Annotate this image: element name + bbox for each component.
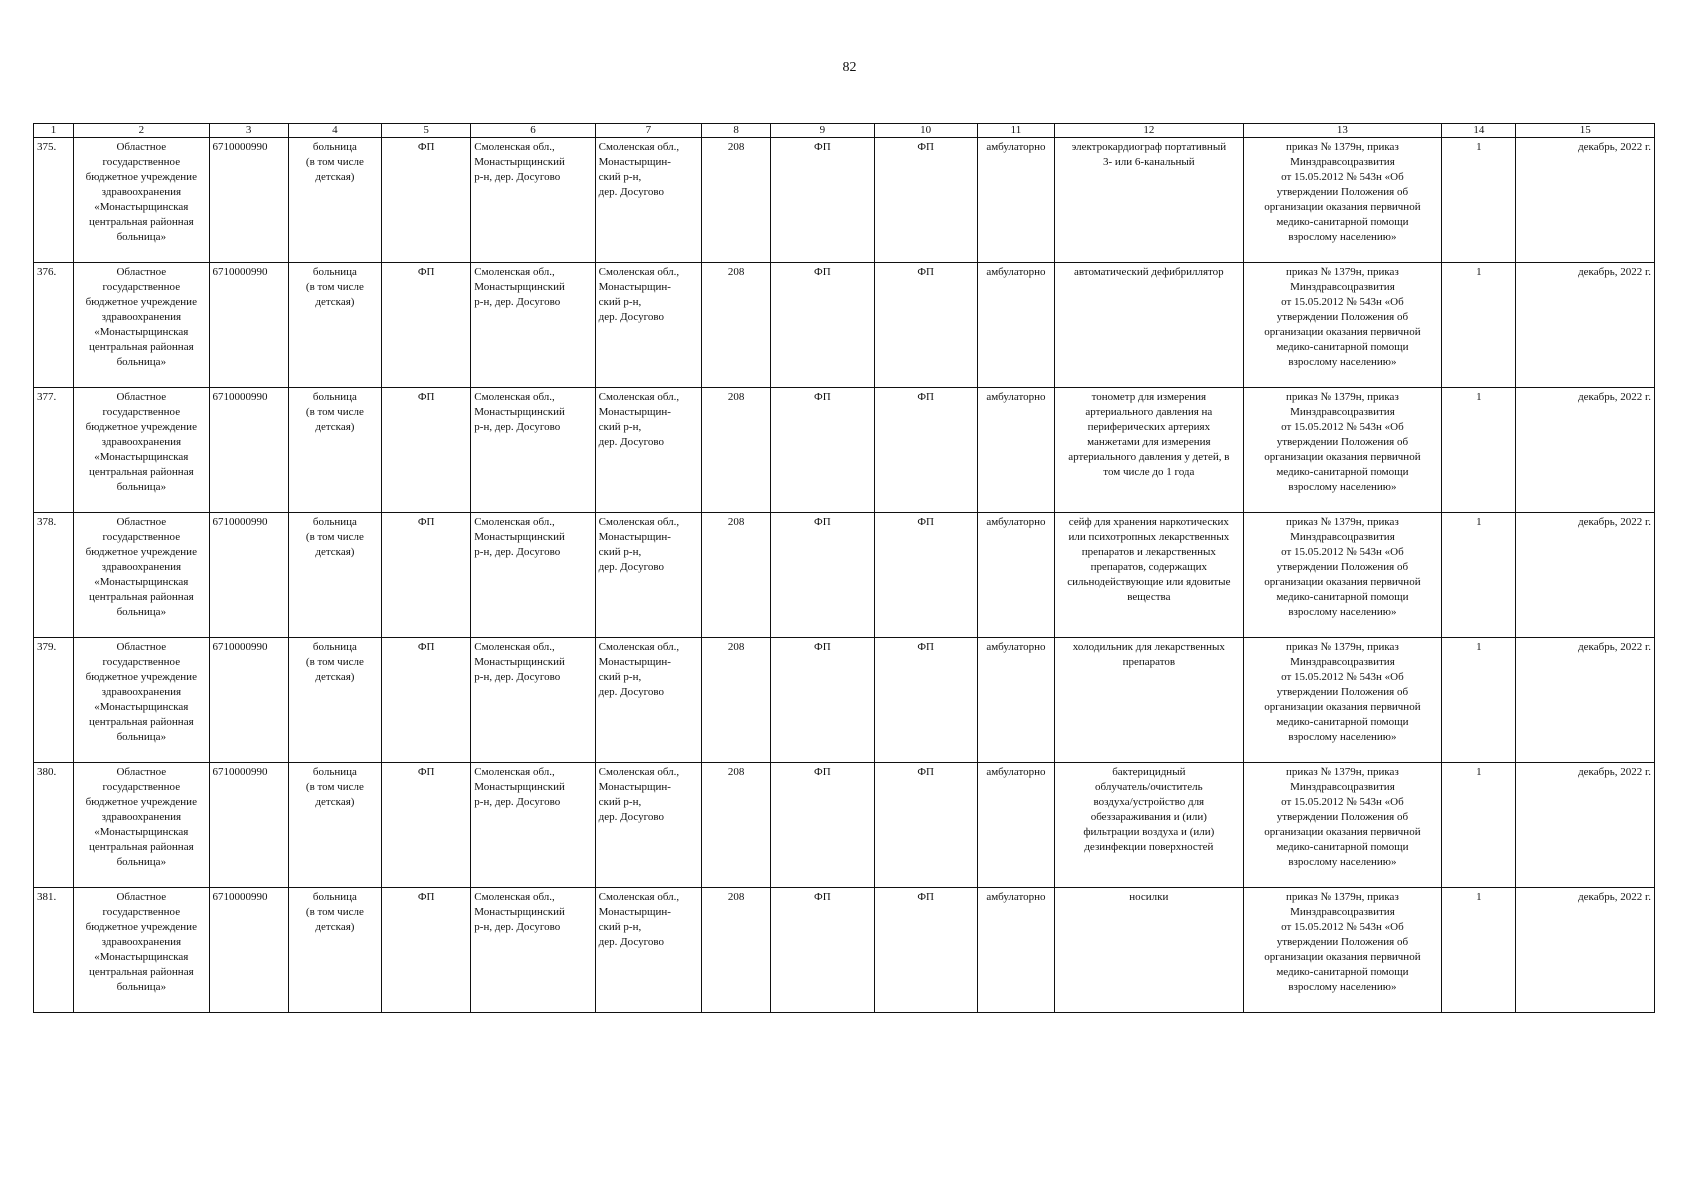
column-number: 14 (1442, 124, 1516, 138)
equipment-name: холодильник для лекарственных препаратов (1055, 638, 1244, 763)
table-row (34, 388, 1655, 513)
column-number: 10 (874, 124, 977, 138)
equipment-name: электрокардиограф портативный 3- или 6-канальный (1055, 138, 1244, 263)
unit-type: ФП (771, 388, 874, 513)
column-number: 12 (1055, 124, 1244, 138)
organization-name: Областное государственное бюджетное учреждение здравоохранения «Монастырщинская центральная районная больница» (74, 263, 209, 388)
delivery-date: декабрь, 2022 г. (1516, 388, 1655, 513)
column-number: 4 (288, 124, 381, 138)
regulatory-order: приказ № 1379н, приказ Минздравсоцразвития от 15.05.2012 № 543н «Об утверждении Положения об организации оказания первичной медико-санитарной помощи взрослому населению» (1243, 263, 1442, 388)
delivery-date: декабрь, 2022 г. (1516, 638, 1655, 763)
row-number: 376. (34, 263, 74, 388)
population-count: 208 (701, 638, 770, 763)
unit-subtype: ФП (874, 388, 977, 513)
facility-kind: ФП (382, 138, 471, 263)
legal-address: Смоленская обл., Монастырщинский р-н, дер. Досугово (471, 388, 595, 513)
organization-code: 6710000990 (209, 138, 288, 263)
population-count: 208 (701, 388, 770, 513)
unit-subtype: ФП (874, 513, 977, 638)
organization-name: Областное государственное бюджетное учреждение здравоохранения «Монастырщинская центральная районная больница» (74, 138, 209, 263)
column-number: 7 (595, 124, 701, 138)
actual-address: Смоленская обл., Монастырщин- ский р-н, дер. Досугово (595, 138, 701, 263)
facility-kind: ФП (382, 888, 471, 1013)
unit-subtype: ФП (874, 138, 977, 263)
actual-address: Смоленская обл., Монастырщин- ский р-н, дер. Досугово (595, 388, 701, 513)
facility-kind: ФП (382, 388, 471, 513)
unit-subtype: ФП (874, 263, 977, 388)
facility-type: больница (в том числе детская) (288, 388, 381, 513)
legal-address: Смоленская обл., Монастырщинский р-н, дер. Досугово (471, 138, 595, 263)
facility-type: больница (в том числе детская) (288, 763, 381, 888)
organization-name: Областное государственное бюджетное учреждение здравоохранения «Монастырщинская центральная районная больница» (74, 763, 209, 888)
actual-address: Смоленская обл., Монастырщин- ский р-н, дер. Досугово (595, 513, 701, 638)
quantity: 1 (1442, 388, 1516, 513)
delivery-date: декабрь, 2022 г. (1516, 513, 1655, 638)
care-mode: амбулаторно (977, 513, 1054, 638)
care-mode: амбулаторно (977, 888, 1054, 1013)
equipment-name: сейф для хранения наркотических или психотропных лекарственных препаратов и лекарственных препаратов, содержащих сильнодействующие или ядовитые вещества (1055, 513, 1244, 638)
legal-address: Смоленская обл., Монастырщинский р-н, дер. Досугово (471, 263, 595, 388)
actual-address: Смоленская обл., Монастырщин- ский р-н, дер. Досугово (595, 263, 701, 388)
column-number: 8 (701, 124, 770, 138)
population-count: 208 (701, 763, 770, 888)
quantity: 1 (1442, 513, 1516, 638)
unit-type: ФП (771, 638, 874, 763)
care-mode: амбулаторно (977, 263, 1054, 388)
care-mode: амбулаторно (977, 138, 1054, 263)
organization-name: Областное государственное бюджетное учреждение здравоохранения «Монастырщинская центральная районная больница» (74, 388, 209, 513)
unit-type: ФП (771, 888, 874, 1013)
quantity: 1 (1442, 888, 1516, 1013)
row-number: 379. (34, 638, 74, 763)
table-row (34, 763, 1655, 888)
equipment-name: бактерицидный облучатель/очиститель воздуха/устройство для обеззараживания и (или) фильтрации воздуха и (или) дезинфекции поверхностей (1055, 763, 1244, 888)
actual-address: Смоленская обл., Монастырщин- ский р-н, дер. Досугово (595, 888, 701, 1013)
organization-name: Областное государственное бюджетное учреждение здравоохранения «Монастырщинская центральная районная больница» (74, 513, 209, 638)
legal-address: Смоленская обл., Монастырщинский р-н, дер. Досугово (471, 638, 595, 763)
facility-kind: ФП (382, 638, 471, 763)
delivery-date: декабрь, 2022 г. (1516, 263, 1655, 388)
organization-name: Областное государственное бюджетное учреждение здравоохранения «Монастырщинская центральная районная больница» (74, 888, 209, 1013)
column-number: 9 (771, 124, 874, 138)
legal-address: Смоленская обл., Монастырщинский р-н, дер. Досугово (471, 513, 595, 638)
population-count: 208 (701, 138, 770, 263)
delivery-date: декабрь, 2022 г. (1516, 138, 1655, 263)
unit-type: ФП (771, 763, 874, 888)
unit-subtype: ФП (874, 638, 977, 763)
organization-code: 6710000990 (209, 888, 288, 1013)
delivery-date: декабрь, 2022 г. (1516, 888, 1655, 1013)
equipment-name: автоматический дефибриллятор (1055, 263, 1244, 388)
column-number: 5 (382, 124, 471, 138)
row-number: 380. (34, 763, 74, 888)
row-number: 378. (34, 513, 74, 638)
unit-subtype: ФП (874, 888, 977, 1013)
equipment-name: носилки (1055, 888, 1244, 1013)
regulatory-order: приказ № 1379н, приказ Минздравсоцразвития от 15.05.2012 № 543н «Об утверждении Положения об организации оказания первичной медико-санитарной помощи взрослому населению» (1243, 388, 1442, 513)
table-row (34, 513, 1655, 638)
population-count: 208 (701, 513, 770, 638)
organization-code: 6710000990 (209, 388, 288, 513)
legal-address: Смоленская обл., Монастырщинский р-н, дер. Досугово (471, 888, 595, 1013)
row-number: 381. (34, 888, 74, 1013)
organization-code: 6710000990 (209, 263, 288, 388)
page-number: 82 (842, 60, 857, 75)
population-count: 208 (701, 888, 770, 1013)
facility-kind: ФП (382, 263, 471, 388)
equipment-name: тонометр для измерения артериального давления на периферических артериях манжетами для измерения артериального давления у детей, в том числе до 1 года (1055, 388, 1244, 513)
unit-type: ФП (771, 513, 874, 638)
regulatory-order: приказ № 1379н, приказ Минздравсоцразвития от 15.05.2012 № 543н «Об утверждении Положения об организации оказания первичной медико-санитарной помощи взрослому населению» (1243, 513, 1442, 638)
regulatory-order: приказ № 1379н, приказ Минздравсоцразвития от 15.05.2012 № 543н «Об утверждении Положения об организации оказания первичной медико-санитарной помощи взрослому населению» (1243, 138, 1442, 263)
organization-code: 6710000990 (209, 763, 288, 888)
quantity: 1 (1442, 138, 1516, 263)
actual-address: Смоленская обл., Монастырщин- ский р-н, дер. Досугово (595, 763, 701, 888)
actual-address: Смоленская обл., Монастырщин- ский р-н, дер. Досугово (595, 638, 701, 763)
facility-type: больница (в том числе детская) (288, 263, 381, 388)
facility-type: больница (в том числе детская) (288, 138, 381, 263)
care-mode: амбулаторно (977, 638, 1054, 763)
column-number-row (34, 124, 1655, 138)
row-number: 377. (34, 388, 74, 513)
quantity: 1 (1442, 263, 1516, 388)
equipment-registry-table (33, 123, 1655, 1013)
column-number: 15 (1516, 124, 1655, 138)
unit-type: ФП (771, 263, 874, 388)
facility-type: больница (в том числе детская) (288, 888, 381, 1013)
facility-kind: ФП (382, 513, 471, 638)
quantity: 1 (1442, 763, 1516, 888)
regulatory-order: приказ № 1379н, приказ Минздравсоцразвития от 15.05.2012 № 543н «Об утверждении Положения об организации оказания первичной медико-санитарной помощи взрослому населению» (1243, 888, 1442, 1013)
column-number: 2 (74, 124, 209, 138)
table-row (34, 888, 1655, 1013)
legal-address: Смоленская обл., Монастырщинский р-н, дер. Досугово (471, 763, 595, 888)
row-number: 375. (34, 138, 74, 263)
column-number: 13 (1243, 124, 1442, 138)
quantity: 1 (1442, 638, 1516, 763)
organization-code: 6710000990 (209, 513, 288, 638)
regulatory-order: приказ № 1379н, приказ Минздравсоцразвития от 15.05.2012 № 543н «Об утверждении Положения об организации оказания первичной медико-санитарной помощи взрослому населению» (1243, 763, 1442, 888)
population-count: 208 (701, 263, 770, 388)
unit-type: ФП (771, 138, 874, 263)
unit-subtype: ФП (874, 763, 977, 888)
care-mode: амбулаторно (977, 388, 1054, 513)
care-mode: амбулаторно (977, 763, 1054, 888)
table-row (34, 263, 1655, 388)
table-row (34, 138, 1655, 263)
organization-name: Областное государственное бюджетное учреждение здравоохранения «Монастырщинская центральная районная больница» (74, 638, 209, 763)
table-row (34, 638, 1655, 763)
facility-type: больница (в том числе детская) (288, 638, 381, 763)
column-number: 11 (977, 124, 1054, 138)
facility-type: больница (в том числе детская) (288, 513, 381, 638)
regulatory-order: приказ № 1379н, приказ Минздравсоцразвития от 15.05.2012 № 543н «Об утверждении Положения об организации оказания первичной медико-санитарной помощи взрослому населению» (1243, 638, 1442, 763)
column-number: 6 (471, 124, 595, 138)
facility-kind: ФП (382, 763, 471, 888)
organization-code: 6710000990 (209, 638, 288, 763)
column-number: 1 (34, 124, 74, 138)
column-number: 3 (209, 124, 288, 138)
delivery-date: декабрь, 2022 г. (1516, 763, 1655, 888)
